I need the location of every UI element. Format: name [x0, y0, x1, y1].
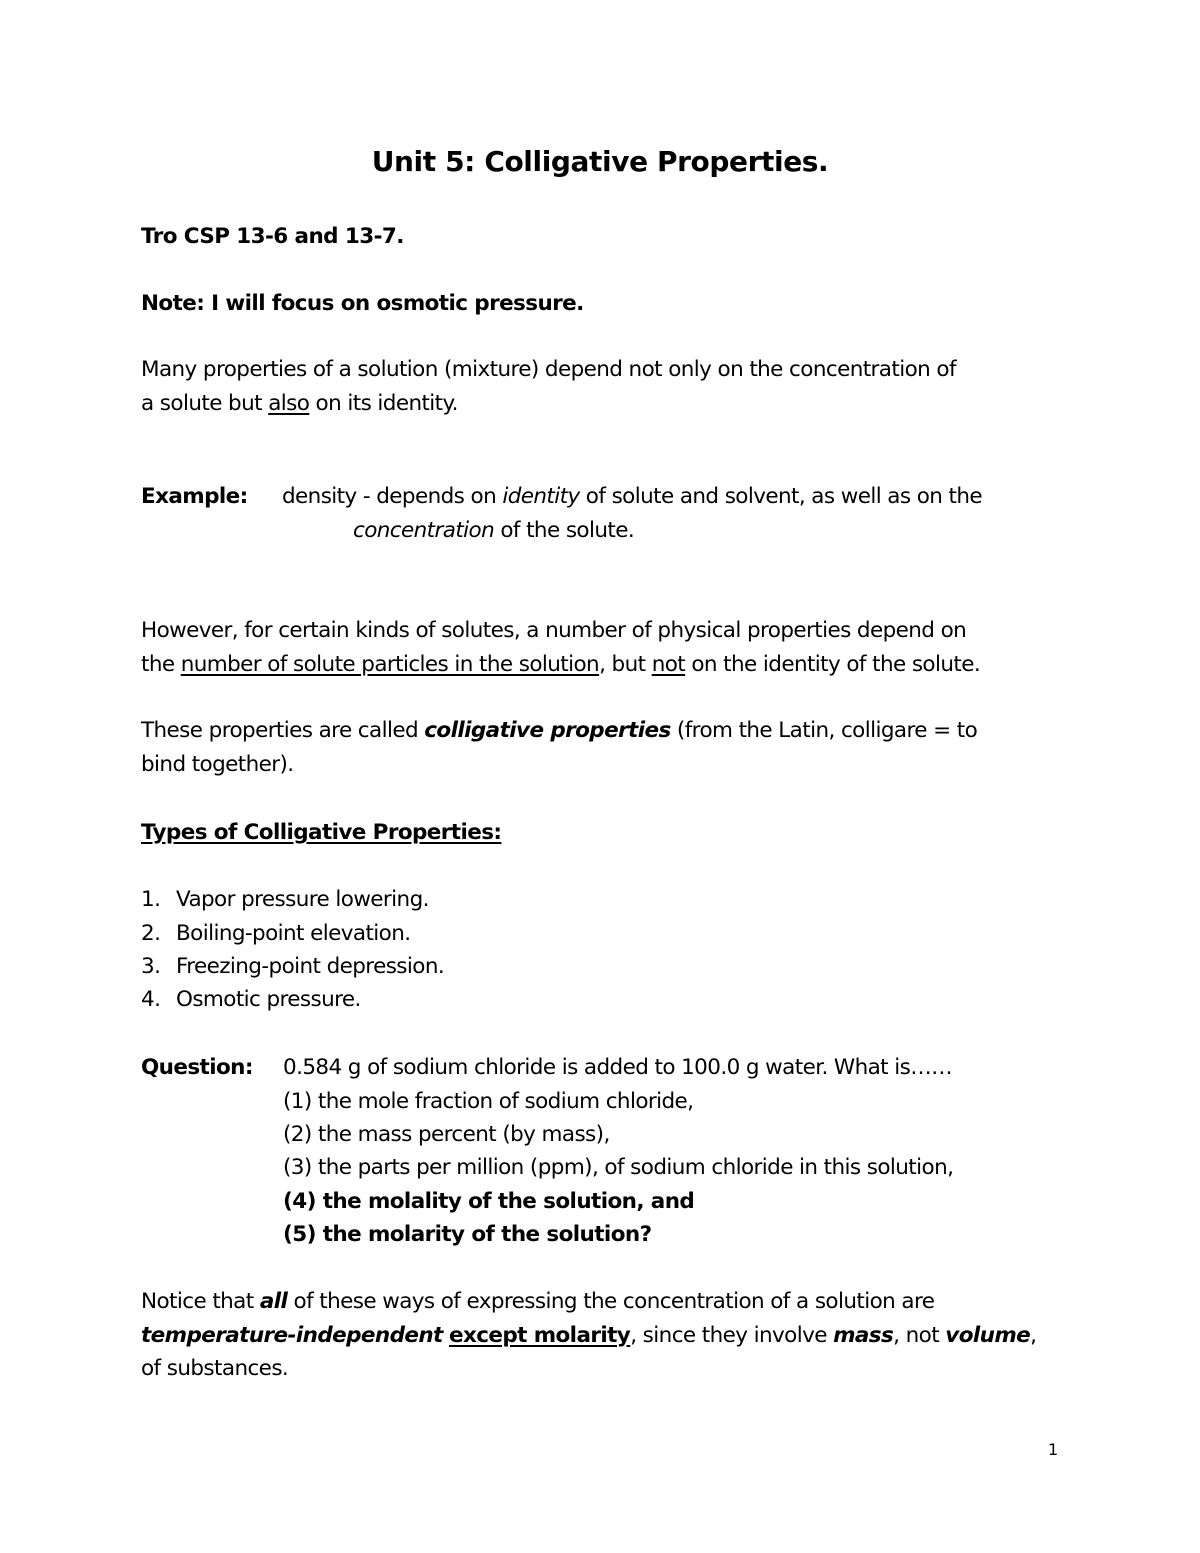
however-text-2: , but — [599, 652, 652, 677]
notice-text: Notice that — [141, 1289, 260, 1314]
example-label-text: Example: — [141, 484, 248, 509]
example-label — [141, 481, 248, 513]
page-number: 1 — [1048, 1440, 1058, 1459]
note-text: Note: I will focus on osmotic pressure. — [141, 291, 584, 316]
page-title: Unit 5: Colligative Properties. — [371, 145, 829, 178]
question-item: (1) the mole fraction of sodium chloride, — [283, 1089, 694, 1114]
colligative-text: These properties are called — [141, 718, 425, 743]
notice-emphasis-4: volume — [945, 1323, 1031, 1348]
colligative-line-2: bind together). — [141, 752, 294, 777]
question-item: (2) the mass percent (by mass), — [283, 1122, 610, 1147]
however-line-2 — [141, 649, 980, 681]
however-line-1: However, for certain kinds of solutes, a number of physical properties depend on — [141, 618, 967, 643]
colligative-term: colligative properties — [424, 718, 671, 743]
list-text: Vapor pressure lowering. — [176, 887, 429, 912]
example-text-end: of solute and solvent, as well as on the — [579, 484, 983, 509]
notice-text-3: , since they involve — [630, 1323, 834, 1348]
question-item — [283, 1219, 651, 1251]
notice-text-5: , — [1030, 1323, 1037, 1348]
however-underline-1: number of solute particles in the solution — [180, 652, 600, 677]
however-underline-2: not — [651, 652, 686, 677]
types-list — [141, 884, 641, 1024]
question-intro: 0.584 g of sodium chloride is added to 100.0 g water. What is…… — [283, 1055, 953, 1080]
list-number: 3. — [141, 954, 161, 979]
list-number: 2. — [141, 921, 161, 946]
question-label — [141, 1052, 253, 1084]
colligative-text-2: (from the Latin, colligare = to — [670, 718, 978, 743]
list-number: 1. — [141, 887, 161, 912]
list-text: Osmotic pressure. — [176, 987, 361, 1012]
note-line — [141, 288, 584, 320]
however-text: the — [141, 652, 181, 677]
types-heading-text: Types of Colligative Properties: — [141, 820, 502, 845]
list-text: Boiling-point elevation. — [176, 921, 411, 946]
intro-text: a solute but — [141, 391, 269, 416]
list-text: Freezing-point depression. — [176, 954, 445, 979]
intro-line-2 — [141, 388, 458, 420]
notice-line-3: of substances. — [141, 1356, 289, 1381]
colligative-line-1 — [141, 715, 977, 747]
question-item-bold: (5) the molarity of the solution? — [283, 1222, 652, 1247]
example-text-2: of the solute. — [494, 518, 635, 543]
intro-underline: also — [268, 391, 310, 416]
example-italic: identity — [502, 484, 580, 509]
notice-emphasis-2: temperature-independent — [141, 1323, 443, 1348]
intro-text-end: on its identity. — [309, 391, 458, 416]
reference-text: Tro CSP 13-6 and 13-7. — [141, 224, 404, 249]
intro-line-1: Many properties of a solution (mixture) depend not only on the concentration of — [141, 357, 956, 382]
list-number: 4. — [141, 987, 161, 1012]
notice-emphasis-3: mass — [833, 1323, 894, 1348]
reference-line — [141, 221, 404, 253]
types-heading — [141, 817, 501, 849]
notice-line-1 — [141, 1286, 934, 1318]
notice-underline: except molarity — [448, 1323, 631, 1348]
notice-text-4: , not — [893, 1323, 946, 1348]
example-text: density - depends on — [282, 484, 503, 509]
question-item: (3) the parts per million (ppm), of sodium chloride in this solution, — [283, 1155, 954, 1180]
example-line-1 — [282, 481, 982, 513]
notice-line-2 — [141, 1320, 1036, 1352]
question-item-bold: (4) the molality of the solution, and — [283, 1189, 695, 1214]
example-italic-2: concentration — [353, 518, 495, 543]
example-line-2 — [353, 515, 634, 547]
however-text-3: on the identity of the solute. — [685, 652, 981, 677]
notice-emphasis: all — [259, 1289, 288, 1314]
question-label-text: Question: — [141, 1055, 253, 1080]
question-item — [283, 1186, 694, 1218]
notice-text-2: of these ways of expressing the concentration of a solution are — [287, 1289, 935, 1314]
